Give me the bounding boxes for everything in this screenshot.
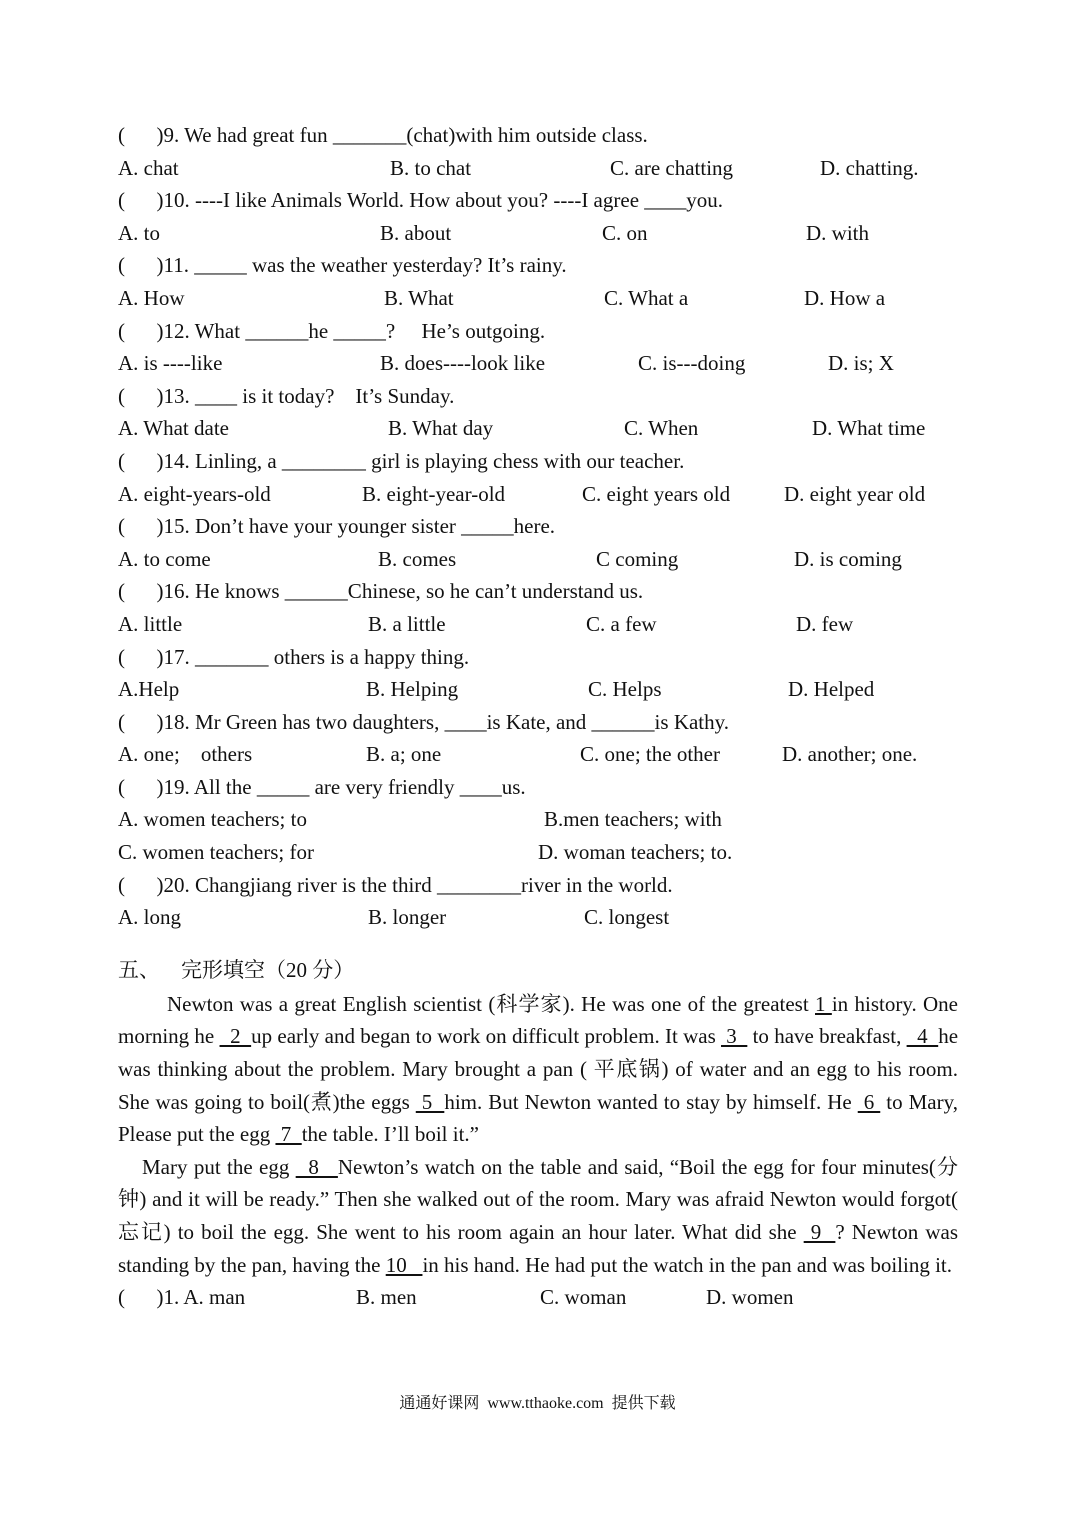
question-stem: ( )12. What ______he _____? He’s outgoing. (118, 318, 546, 343)
option-c: C. woman (540, 1285, 627, 1310)
option-b: B. What (384, 285, 454, 310)
question-stem: ( )19. All the _____ are very friendly ____us. (118, 774, 526, 799)
option-c: C. on (602, 220, 648, 245)
question-stem: ( )1. A. man (118, 1285, 246, 1310)
option-c: C. When (624, 416, 699, 441)
option-d: D. another; one. (782, 742, 918, 767)
question-stem: ( )10. ----I like Animals World. How about you? ----I agree ____you. (118, 188, 724, 213)
option-b: B.men teachers; with (544, 807, 722, 832)
question-stem: ( )18. Mr Green has two daughters, ____is Kate, and ______is Kathy. (118, 709, 730, 734)
question-options (118, 803, 958, 836)
question-stem: ( )11. _____ was the weather yesterday? It’s rainy. (118, 253, 567, 278)
blank-10: 10 (385, 1252, 423, 1277)
question-stem: ( )17. _______ others is a happy thing. (118, 644, 470, 669)
option-b: B. a; one (366, 742, 442, 767)
question-stem: ( )20. Changjiang river is the third ________river in the world. (118, 872, 673, 897)
question-stem: ( )16. He knows ______Chinese, so he can’t understand us. (118, 579, 644, 604)
blank-8: 8 (295, 1154, 338, 1179)
question-options (118, 412, 958, 445)
option-c: C. a few (586, 611, 657, 636)
blank-1: 1 (815, 991, 832, 1016)
blank-2: 2 (219, 1024, 252, 1049)
option-d: D. woman teachers; to. (538, 840, 733, 865)
option-a: A. chat (118, 155, 179, 180)
option-d: D. is; X (828, 351, 894, 376)
footer-watermark: 通通好课网 www.tthaoke.com 提供下载 (399, 1395, 676, 1412)
option-c: C coming (596, 546, 679, 571)
page-content (118, 119, 958, 1314)
option-a: A. long (118, 905, 181, 930)
option-d: D. chatting. (820, 155, 919, 180)
question-stem: ( )9. We had great fun _______(chat)with him outside class. (118, 123, 648, 147)
question-options (118, 347, 958, 380)
question-options (118, 608, 958, 641)
option-b: B. men (356, 1285, 417, 1310)
option-c: C. Helps (588, 677, 662, 702)
blank-7: 7 (275, 1122, 302, 1147)
option-a: A. one; others (118, 742, 253, 767)
blank-3: 3 (721, 1024, 748, 1049)
option-d: D. Helped (788, 677, 875, 702)
question-options (118, 152, 958, 185)
blank-6: 6 (857, 1089, 881, 1114)
option-a: A.Help (118, 677, 180, 702)
option-d: D. is coming (794, 546, 902, 571)
question-options (118, 836, 958, 869)
option-a: A. to (118, 220, 160, 245)
passage-paragraph: Mary put the egg 8 Newton’s watch on the table and said, “Boil the egg for four minutes(分钟) and it will be ready.” Then she walked out of the room. Mary was afraid Newton would forgot( 忘记) to boil the egg. She went to his room again an hour later. What did she 9 ? Newton was standing by the pan, having the 10 in his hand. He had put the watch in the pan and was boiling it. (118, 1154, 959, 1277)
option-b: B. about (380, 220, 452, 245)
option-d: D. women (706, 1285, 794, 1310)
option-a: A. How (118, 285, 185, 310)
question-options (118, 543, 958, 576)
option-c: C. is---doing (638, 351, 746, 376)
blank-5: 5 (415, 1089, 445, 1114)
question-options (118, 738, 958, 771)
option-a: A. to come (118, 546, 211, 571)
option-b: B. What day (388, 416, 494, 441)
question-list (118, 119, 958, 934)
option-a: A. What date (118, 416, 229, 441)
option-c: C. women teachers; for (118, 840, 314, 865)
option-b: B. does----look like (380, 351, 546, 376)
option-b: B. Helping (366, 677, 459, 702)
option-b: B. longer (368, 905, 447, 930)
option-c: C. longest (584, 905, 670, 930)
question-stem: ( )13. ____ is it today? It’s Sunday. (118, 383, 455, 408)
passage-paragraph: Newton was a great English scientist (科学家). He was one of the greatest 1 in history. One morning he 2 up early and began to work on difficult problem. It was 3 to have breakfast, 4 he was thinking about the problem. Mary brought a pan ( 平底锅) of water and an egg to his room. She was going to boil(煮)the eggs 5 him. But Newton wanted to stay by himself. He 6 to Mary, Please put the egg 7 the table. I’ll boil it.” (118, 991, 959, 1147)
option-c: C. one; the other (580, 742, 720, 767)
section-title: 五、 完形填空（20 分） (118, 957, 355, 982)
option-c: C. eight years old (582, 481, 731, 506)
option-c: C. are chatting (610, 155, 734, 180)
question-stem: ( )15. Don’t have your younger sister _____here. (118, 514, 556, 539)
question-stem: ( )14. Linling, a ________ girl is playing chess with our teacher. (118, 448, 685, 473)
option-b: B. comes (378, 546, 457, 571)
cloze-question-1 (118, 1281, 958, 1314)
option-d: D. with (806, 220, 869, 245)
question-options (118, 673, 958, 706)
option-d: D. How a (804, 285, 886, 310)
option-a: A. is ----like (118, 351, 223, 376)
blank-9: 9 (803, 1220, 836, 1244)
question-options (118, 282, 958, 315)
option-b: B. eight-year-old (362, 481, 506, 506)
option-d: D. few (796, 611, 854, 636)
option-a: A. little (118, 611, 183, 636)
question-options (118, 901, 958, 934)
option-d: D. What time (812, 416, 926, 441)
option-d: D. eight year old (784, 481, 926, 506)
option-c: C. What a (604, 285, 689, 310)
option-a: A. women teachers; to (118, 807, 307, 832)
question-options (118, 217, 958, 250)
blank-4: 4 (906, 1024, 939, 1049)
question-options (118, 478, 958, 511)
option-a: A. eight-years-old (118, 481, 271, 506)
option-b: B. a little (368, 611, 446, 636)
option-b: B. to chat (390, 155, 472, 180)
